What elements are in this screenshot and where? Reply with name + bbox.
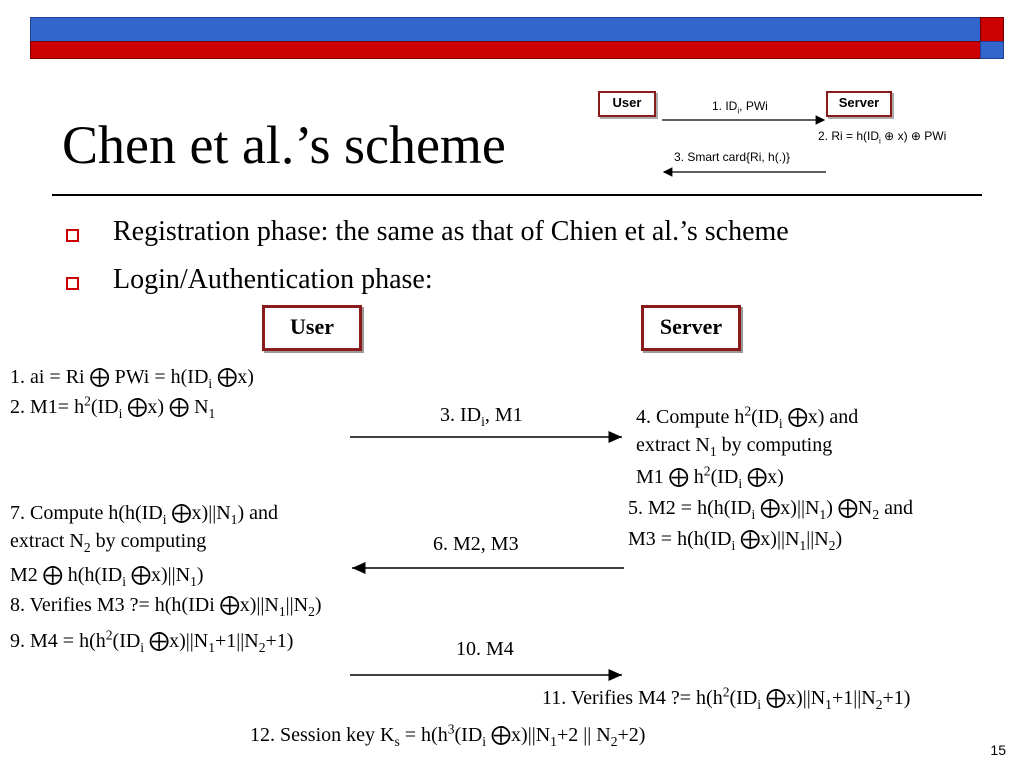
message-3: 3. $ID_i$, M1	[440, 404, 523, 429]
server-box: Server	[641, 305, 741, 351]
reg-msg-1: 1. $ID_i$, PWi	[712, 99, 768, 116]
step-12-session-key: 12. Session key $K_s = h(h^3(ID_i$ $⨁x)||N_1+2$ || $N_2+2$)	[250, 721, 646, 749]
user-step-2: 2. $M1= h^2(ID_i$ ⨁x) ⨁ $N_1$	[10, 393, 216, 421]
server-step-4-line1: 4. Compute $h^2(ID_i$ ⨁x) and	[636, 403, 859, 431]
bullet-registration: Registration phase: the same as that of Chien et al.’s scheme	[113, 216, 789, 247]
page-number: 15	[990, 742, 1006, 758]
server-step-5-line1: 5. $M2 = h(h(ID_i$ $⨁x)||N_1$) $⨁N_2$ and	[628, 497, 913, 522]
reg-msg-2: 2. $Ri = h(ID_i$ ⊕ x) ⊕ PWi	[818, 129, 947, 146]
reg-user-box: User	[598, 91, 656, 117]
server-step-5-line2: $M3 = h(h(ID_i$ $⨁x)||N_1||N_2$)	[628, 528, 843, 553]
message-10: 10. M4	[456, 638, 514, 660]
user-step-7-line3: M2 ⨁ $h(h(ID_i$ $⨁x)||N_1$)	[10, 564, 204, 589]
user-step-9: 9. $M4 = h(h^2(ID_i$ $⨁x)||N_1+1||N_2+1$)	[10, 627, 294, 655]
server-step-11: 11. Verifies M4 ?= $h(h^2(ID_i$ $⨁x)||N_1+1||N_2+1$)	[542, 684, 911, 712]
user-step-1: 1. ai = Ri ⨁ PWi = $h(ID_i$ ⨁x)	[10, 366, 254, 391]
server-step-4-line2: extract $N_1$ by computing	[636, 434, 833, 459]
user-step-7-line2: extract $N_2$ by computing	[10, 530, 207, 555]
user-step-7-line1: 7. Compute $h(h(ID_i$ $⨁x)||N_1$) and	[10, 502, 279, 527]
reg-server-box: Server	[826, 91, 892, 117]
message-6: 6. M2, M3	[433, 533, 519, 555]
reg-msg-3: 3. Smart card{Ri, h(.)}	[674, 150, 791, 164]
user-box: User	[262, 305, 362, 351]
slide-title: Chen et al.’s scheme	[62, 115, 506, 175]
user-step-8: 8. Verifies M3 ?= h(h(IDi $⨁x)||N_1||N_2$)	[10, 594, 322, 619]
bullet-login: Login/Authentication phase:	[113, 264, 433, 295]
server-step-4-line3: M1 ⨁ $h^2(ID_i$ ⨁x)	[636, 463, 784, 491]
